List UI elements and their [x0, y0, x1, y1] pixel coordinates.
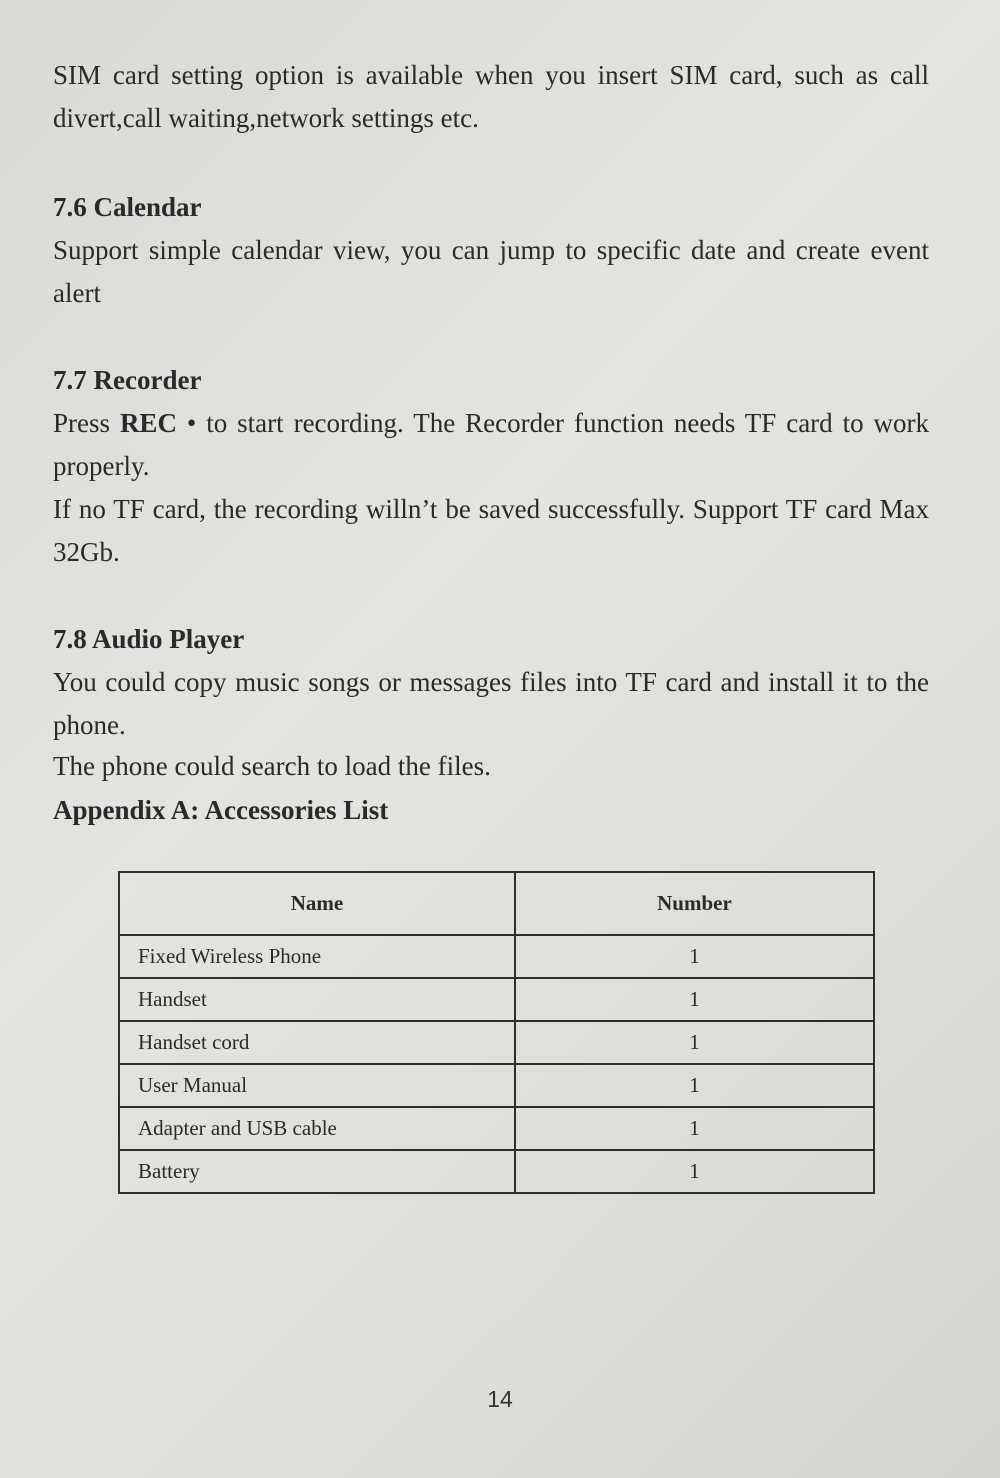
table-row [119, 978, 874, 1021]
page-number: 14 [487, 1386, 513, 1412]
audio-player-paragraph-2: The phone could search to load the files. [53, 751, 491, 781]
calendar-heading: 7.6 Calendar [53, 192, 202, 222]
item-number: 1 [515, 1150, 874, 1193]
sim-card-paragraph: SIM card setting option is available when you insert SIM card, such as call divert,call waiting,network settings etc. [53, 60, 929, 133]
recorder-paragraph-2: If no TF card, the recording willn’t be saved successfully. Support TF card Max 32Gb. [53, 494, 929, 567]
item-name: Fixed Wireless Phone [119, 935, 515, 978]
press-text: Press [53, 408, 111, 438]
item-name: Handset [119, 978, 515, 1021]
recorder-heading: 7.7 Recorder [53, 365, 202, 395]
table-row [119, 1150, 874, 1193]
table-row [119, 1021, 874, 1064]
item-number: 1 [515, 1107, 874, 1150]
accessories-table [118, 871, 875, 1194]
table-row [119, 935, 874, 978]
item-name: Adapter and USB cable [119, 1107, 515, 1150]
recorder-instruction-text: to start recording. The Recorder function needs TF card to work properly. [53, 408, 930, 481]
column-header-name: Name [119, 872, 515, 935]
item-number: 1 [515, 978, 874, 1021]
table-row [119, 1064, 874, 1107]
item-number: 1 [515, 1021, 874, 1064]
item-name: Handset cord [119, 1021, 515, 1064]
calendar-paragraph: Support simple calendar view, you can jump to specific date and create event alert [53, 235, 929, 308]
table-header-row [119, 872, 874, 935]
audio-player-paragraph-1: You could copy music songs or messages files into TF card and install it to the phone. [53, 667, 929, 740]
audio-player-heading: 7.8 Audio Player [53, 624, 245, 654]
recorder-paragraph-1 [53, 402, 929, 488]
item-name: Battery [119, 1150, 515, 1193]
table-row [119, 1107, 874, 1150]
item-number: 1 [515, 1064, 874, 1107]
bullet-icon: • [186, 408, 197, 438]
item-name: User Manual [119, 1064, 515, 1107]
rec-key-label: REC [119, 408, 177, 438]
appendix-heading: Appendix A: Accessories List [53, 795, 389, 825]
column-header-number: Number [515, 872, 874, 935]
item-number: 1 [515, 935, 874, 978]
